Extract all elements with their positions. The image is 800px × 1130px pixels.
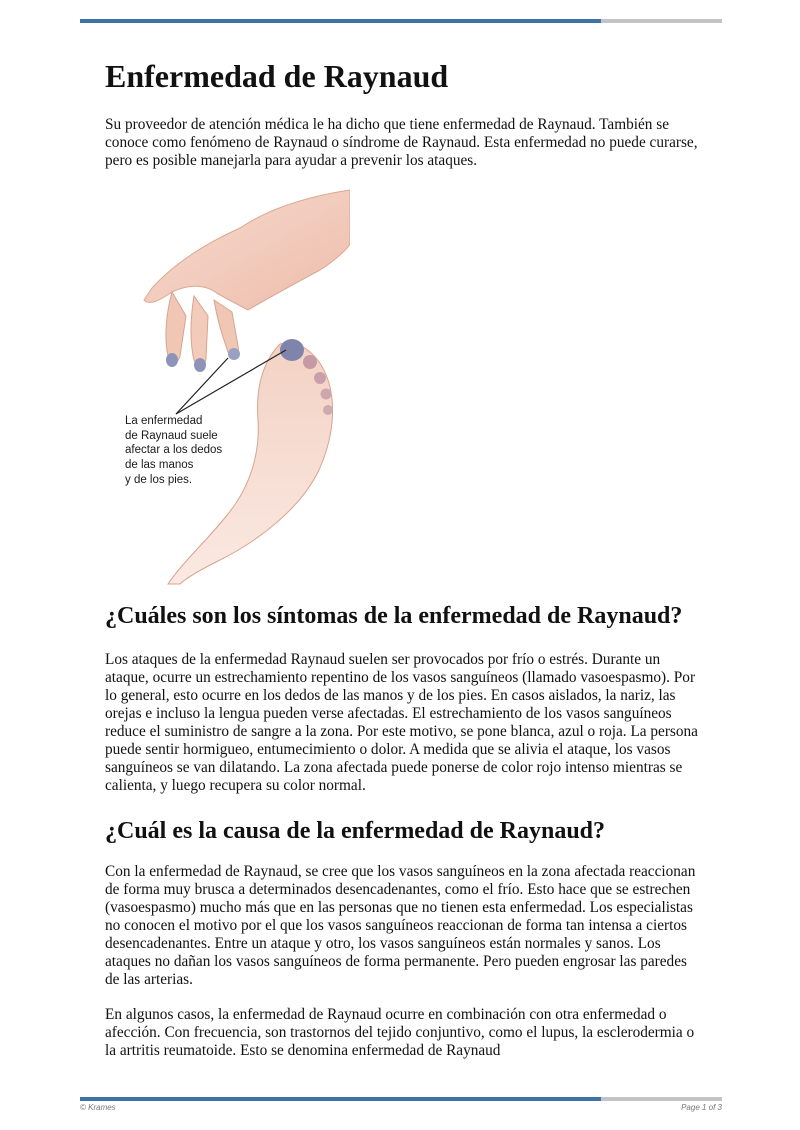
footer-rule bbox=[80, 1097, 722, 1101]
cause-paragraph-1: Con la enfermedad de Raynaud, se cree que los vasos sanguíneos en la zona afectada reaccionan de forma muy brusca a determinados desencadenantes, como el frío. Esto hace que se estrechen (vasoespasmo) mucho más que en las personas que no tienen esta enfermedad. Los especialistas no conocen el motivo por el que los vasos sanguíneos reaccionan de forma tan intensa a ciertos desencadenantes. Entre un ataque y otro, los vasos sanguíneos están normales y sanos. Los ataques no dañan los vasos sanguíneos de forma permanente. Pero pueden engrosar las paredes de las arterias. bbox=[105, 863, 696, 988]
raynaud-illustration bbox=[110, 188, 350, 588]
caption-line: de las manos bbox=[125, 459, 194, 472]
caption-line: La enfermedad bbox=[125, 415, 203, 427]
figure-caption bbox=[125, 414, 222, 488]
fingernail-2 bbox=[194, 358, 206, 372]
header-rule-gray bbox=[601, 19, 722, 23]
footer-rule-accent bbox=[80, 1097, 601, 1101]
toe-2 bbox=[303, 355, 317, 369]
symptoms-paragraph: Los ataques de la enfermedad Raynaud suelen ser provocados por frío o estrés. Durante un ataque, ocurre un estrechamiento repentino de los vasos sanguíneos (llamado vasoespasmo). Por lo general, esto ocurre en los dedos de las manos y de los pies. En casos aislados, la nariz, las orejas e incluso la lengua pueden verse afectadas. El estrechamiento de los vasos sanguíneos reduce el suministro de sangre a la zona. Por este motivo, se pone blanca, azul o roja. La persona puede sentir hormigueo, entumecimiento o dolor. A medida que se alivia el ataque, los vasos sanguíneos se van dilatando. La zona afectada puede ponerse de color rojo intenso mientras se calienta, y luego recupera su color normal. bbox=[105, 651, 698, 794]
toe-4 bbox=[321, 389, 332, 400]
footer-page-number: Page 1 of 3 bbox=[681, 1103, 722, 1112]
cause-heading: ¿Cuál es la causa de la enfermedad de Raynaud? bbox=[105, 818, 606, 844]
header-rule bbox=[80, 19, 722, 23]
caption-line: de Raynaud suele bbox=[125, 429, 218, 442]
header-rule-accent bbox=[80, 19, 601, 23]
symptoms-heading: ¿Cuáles son los síntomas de la enfermedad de Raynaud? bbox=[105, 603, 683, 629]
fingernail-1 bbox=[166, 353, 178, 367]
cause-paragraph-2: En algunos casos, la enfermedad de Raynaud ocurre en combinación con otra enfermedad o afección. Con frecuencia, son trastornos del tejido conjuntivo, como el lupus, la esclerodermia o la artritis reumatoide. Esto se denomina enfermedad de Raynaud bbox=[105, 1006, 695, 1059]
caption-line: afectar a los dedos bbox=[125, 444, 223, 457]
hand-shape bbox=[144, 190, 350, 372]
footer-rule-gray bbox=[601, 1097, 722, 1101]
hand-foot-illustration bbox=[110, 188, 350, 588]
toe-3 bbox=[314, 372, 326, 384]
fingernail-3 bbox=[228, 348, 240, 360]
big-toe-tip bbox=[280, 339, 304, 361]
footer-copyright: © Krames bbox=[80, 1103, 116, 1112]
toe-5 bbox=[323, 405, 333, 415]
intro-paragraph: Su proveedor de atención médica le ha dicho que tiene enfermedad de Raynaud. También se conoce como fenómeno de Raynaud o síndrome de Raynaud. Esta enfermedad no puede curarse, pero es posible manejarla para ayudar a prevenir los ataques. bbox=[105, 116, 698, 169]
page-title: Enfermedad de Raynaud bbox=[105, 58, 449, 94]
caption-line: y de los pies. bbox=[125, 473, 193, 486]
